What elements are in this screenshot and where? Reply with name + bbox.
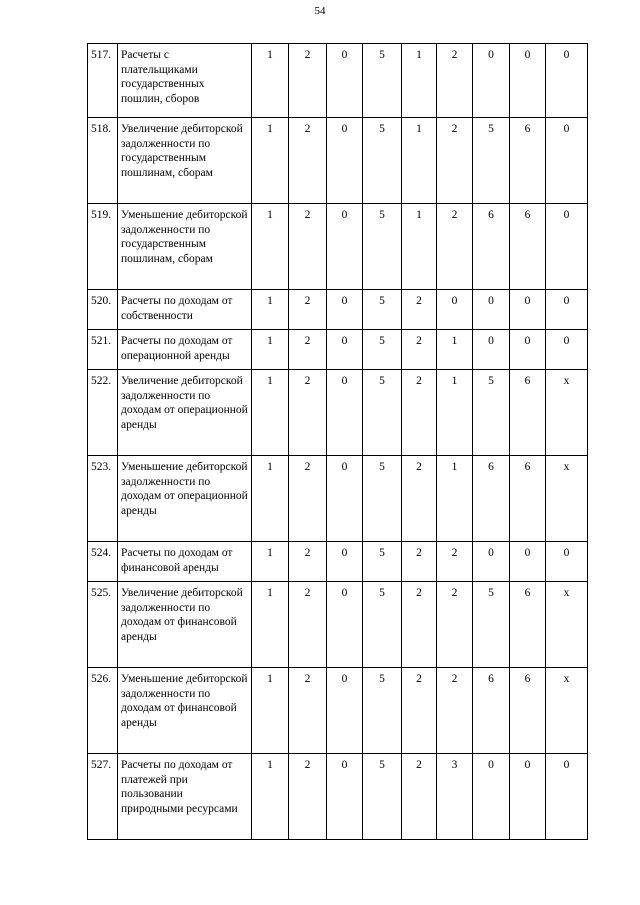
- row-number: 523.: [88, 456, 118, 542]
- code-digit-8: 0: [510, 330, 546, 370]
- code-digit-6: 1: [437, 370, 473, 456]
- code-digit-3: 0: [327, 330, 363, 370]
- code-digit-1: 1: [252, 542, 289, 582]
- code-digit-5: 2: [402, 542, 437, 582]
- code-digit-3: 0: [327, 542, 363, 582]
- row-number: 527.: [88, 754, 118, 840]
- code-digit-9: 0: [546, 542, 588, 582]
- code-digit-1: 1: [252, 118, 289, 204]
- table-row: [88, 290, 588, 330]
- code-digit-4: 5: [363, 204, 402, 290]
- code-digit-1: 1: [252, 456, 289, 542]
- table-row: [88, 204, 588, 290]
- code-digit-6: 2: [437, 668, 473, 754]
- account-name: Увеличение дебиторской задолженности по государственным пошлинам, сборам: [118, 118, 252, 204]
- table-row: [88, 754, 588, 840]
- code-digit-4: 5: [363, 582, 402, 668]
- code-digit-6: 2: [437, 542, 473, 582]
- code-digit-7: 5: [473, 582, 510, 668]
- code-digit-6: 1: [437, 330, 473, 370]
- code-digit-3: 0: [327, 290, 363, 330]
- code-digit-1: 1: [252, 290, 289, 330]
- code-digit-2: 2: [289, 118, 327, 204]
- code-digit-9: 0: [546, 118, 588, 204]
- code-digit-4: 5: [363, 754, 402, 840]
- code-digit-2: 2: [289, 456, 327, 542]
- code-digit-8: 0: [510, 754, 546, 840]
- code-digit-8: 6: [510, 118, 546, 204]
- code-digit-4: 5: [363, 118, 402, 204]
- table-row: [88, 542, 588, 582]
- row-number: 526.: [88, 668, 118, 754]
- code-digit-8: 6: [510, 370, 546, 456]
- code-digit-4: 5: [363, 370, 402, 456]
- code-digit-1: 1: [252, 44, 289, 118]
- code-digit-1: 1: [252, 582, 289, 668]
- code-digit-9: 0: [546, 290, 588, 330]
- table-row: [88, 44, 588, 118]
- code-digit-9: 0: [546, 754, 588, 840]
- account-name: Расчеты с плательщиками государственных пошлин, сборов: [118, 44, 252, 118]
- code-digit-1: 1: [252, 754, 289, 840]
- code-digit-7: 6: [473, 456, 510, 542]
- account-name: Расчеты по доходам от операционной аренды: [118, 330, 252, 370]
- code-digit-6: 2: [437, 118, 473, 204]
- code-digit-7: 6: [473, 204, 510, 290]
- account-name: Уменьшение дебиторской задолженности по государственным пошлинам, сборам: [118, 204, 252, 290]
- code-digit-2: 2: [289, 290, 327, 330]
- table-row: [88, 118, 588, 204]
- account-name: Расчеты по доходам от финансовой аренды: [118, 542, 252, 582]
- row-number: 518.: [88, 118, 118, 204]
- row-number: 522.: [88, 370, 118, 456]
- code-digit-5: 1: [402, 204, 437, 290]
- code-digit-2: 2: [289, 330, 327, 370]
- account-name: Уменьшение дебиторской задолженности по доходам от операционной аренды: [118, 456, 252, 542]
- code-digit-2: 2: [289, 44, 327, 118]
- code-digit-3: 0: [327, 370, 363, 456]
- code-digit-3: 0: [327, 456, 363, 542]
- code-digit-2: 2: [289, 582, 327, 668]
- code-digit-9: 0: [546, 204, 588, 290]
- code-digit-5: 2: [402, 370, 437, 456]
- code-digit-7: 0: [473, 754, 510, 840]
- table-row: [88, 582, 588, 668]
- code-digit-4: 5: [363, 290, 402, 330]
- code-digit-3: 0: [327, 118, 363, 204]
- code-digit-1: 1: [252, 668, 289, 754]
- code-digit-6: 2: [437, 44, 473, 118]
- code-digit-9: x: [546, 370, 588, 456]
- code-digit-7: 6: [473, 668, 510, 754]
- code-digit-3: 0: [327, 582, 363, 668]
- code-digit-8: 0: [510, 44, 546, 118]
- code-digit-2: 2: [289, 668, 327, 754]
- code-digit-8: 6: [510, 668, 546, 754]
- code-digit-9: x: [546, 456, 588, 542]
- table-row: [88, 668, 588, 754]
- code-digit-6: 2: [437, 204, 473, 290]
- code-digit-4: 5: [363, 542, 402, 582]
- row-number: 525.: [88, 582, 118, 668]
- code-digit-6: 0: [437, 290, 473, 330]
- code-digit-3: 0: [327, 204, 363, 290]
- code-digit-5: 1: [402, 118, 437, 204]
- account-name: Увеличение дебиторской задолженности по доходам от операционной аренды: [118, 370, 252, 456]
- code-digit-2: 2: [289, 754, 327, 840]
- code-digit-3: 0: [327, 44, 363, 118]
- code-digit-2: 2: [289, 370, 327, 456]
- code-digit-7: 5: [473, 118, 510, 204]
- code-digit-5: 2: [402, 330, 437, 370]
- row-number: 521.: [88, 330, 118, 370]
- code-digit-4: 5: [363, 330, 402, 370]
- page-number: 54: [314, 5, 326, 17]
- code-digit-2: 2: [289, 204, 327, 290]
- account-name: Увеличение дебиторской задолженности по доходам от финансовой аренды: [118, 582, 252, 668]
- table-row: [88, 456, 588, 542]
- code-digit-6: 1: [437, 456, 473, 542]
- account-name: Расчеты по доходам от платежей при пользовании природными ресурсами: [118, 754, 252, 840]
- code-digit-8: 6: [510, 582, 546, 668]
- code-digit-9: 0: [546, 44, 588, 118]
- table-row: [88, 370, 588, 456]
- code-digit-3: 0: [327, 668, 363, 754]
- row-number: 520.: [88, 290, 118, 330]
- row-number: 519.: [88, 204, 118, 290]
- code-digit-6: 3: [437, 754, 473, 840]
- code-digit-1: 1: [252, 370, 289, 456]
- accounts-table-body: [88, 44, 588, 840]
- code-digit-3: 0: [327, 754, 363, 840]
- code-digit-4: 5: [363, 44, 402, 118]
- code-digit-8: 0: [510, 542, 546, 582]
- code-digit-8: 0: [510, 290, 546, 330]
- code-digit-7: 0: [473, 330, 510, 370]
- row-number: 524.: [88, 542, 118, 582]
- code-digit-4: 5: [363, 668, 402, 754]
- code-digit-5: 2: [402, 582, 437, 668]
- account-name: Уменьшение дебиторской задолженности по доходам от финансовой аренды: [118, 668, 252, 754]
- code-digit-9: 0: [546, 330, 588, 370]
- code-digit-8: 6: [510, 204, 546, 290]
- code-digit-2: 2: [289, 542, 327, 582]
- accounts-table: [87, 43, 588, 840]
- code-digit-5: 2: [402, 668, 437, 754]
- code-digit-4: 5: [363, 456, 402, 542]
- code-digit-7: 5: [473, 370, 510, 456]
- code-digit-1: 1: [252, 330, 289, 370]
- code-digit-7: 0: [473, 44, 510, 118]
- code-digit-5: 2: [402, 456, 437, 542]
- account-name: Расчеты по доходам от собственности: [118, 290, 252, 330]
- code-digit-1: 1: [252, 204, 289, 290]
- code-digit-7: 0: [473, 542, 510, 582]
- code-digit-6: 2: [437, 582, 473, 668]
- code-digit-5: 1: [402, 44, 437, 118]
- code-digit-5: 2: [402, 754, 437, 840]
- code-digit-9: x: [546, 582, 588, 668]
- row-number: 517.: [88, 44, 118, 118]
- code-digit-7: 0: [473, 290, 510, 330]
- code-digit-8: 6: [510, 456, 546, 542]
- code-digit-9: x: [546, 668, 588, 754]
- table-row: [88, 330, 588, 370]
- code-digit-5: 2: [402, 290, 437, 330]
